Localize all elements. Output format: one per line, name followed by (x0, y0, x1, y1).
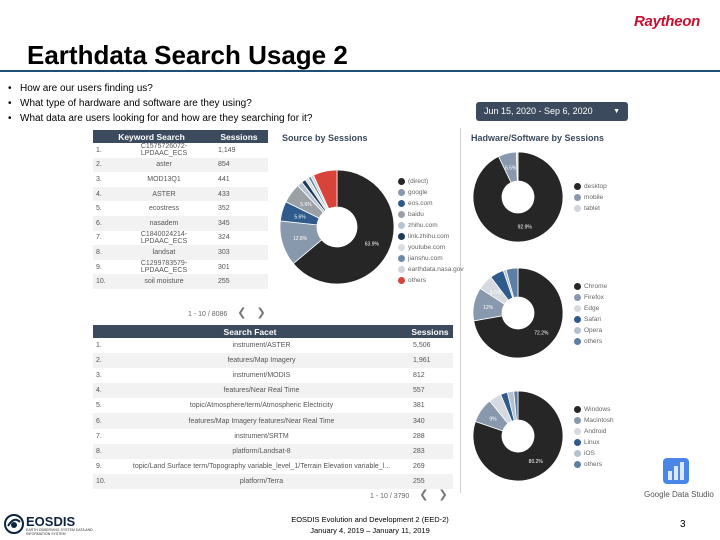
legend-item (574, 203, 607, 214)
legend-swatch (574, 327, 581, 334)
brand-logo: Raytheon (634, 13, 700, 30)
legend-swatch (574, 183, 581, 190)
legend-label: Android (584, 428, 607, 435)
legend-item (398, 253, 464, 264)
chevron-down-icon: ▼ (613, 108, 620, 115)
legend-item (574, 448, 614, 459)
source-chart-title: Source by Sessions (282, 133, 368, 143)
eosdis-subtitle: EARTH OBSERVING SYSTEM DATA AND INFORMATION SYSTEM (26, 528, 93, 536)
slice-value-label: 5.6% (300, 202, 312, 209)
legend-swatch (574, 316, 581, 323)
legend-swatch (574, 294, 581, 301)
legend-label: Firefox (584, 294, 604, 301)
footer (270, 514, 470, 536)
rank-cell: 6. (93, 413, 116, 428)
keyword-cell: ASTER (118, 187, 210, 202)
sessions-cell: 301 (210, 260, 268, 275)
legend-swatch (574, 205, 581, 212)
rank-cell: 3. (93, 172, 118, 187)
legend-item (398, 231, 464, 242)
google-data-studio-label: Google Data Studio (644, 490, 714, 499)
slice-value-label: 80.2% (528, 458, 543, 465)
legend-item (574, 192, 607, 203)
google-data-studio-icon (661, 456, 691, 486)
facet-cell: instrument/ASTER (232, 342, 291, 350)
slice-value-label: 12% (483, 304, 494, 311)
keyword-cell: nasadem (118, 216, 210, 231)
pager-label: 1 - 10 / 3790 (370, 493, 410, 500)
rank-cell: 3. (96, 372, 102, 380)
device-legend (574, 181, 607, 214)
legend-label: youtube.com (408, 244, 446, 251)
legend-label: jianshu.com (408, 255, 443, 262)
slice-value-label: 6.5% (504, 165, 517, 172)
keyword-cell: MOD13Q1 (118, 172, 210, 187)
sessions-header[interactable]: Sessions (210, 130, 268, 143)
sessions-cell: 255 (407, 474, 453, 489)
slice-value-label: 72.2% (534, 330, 549, 337)
legend-swatch (398, 211, 405, 218)
keyword-cell: C1575726072-LPDAAC_ECS (118, 143, 210, 158)
legend-label: Edge (584, 305, 600, 312)
legend-swatch (574, 450, 581, 457)
keyword-cell: landsat (118, 245, 210, 260)
legend-item (574, 426, 614, 437)
rank-cell: 8. (93, 245, 118, 260)
keyword-cell: aster (118, 158, 210, 173)
legend-item (574, 404, 614, 415)
legend-label: link.zhihu.com (408, 233, 450, 240)
legend-label: eos.com (408, 200, 433, 207)
legend-label: iOS (584, 450, 595, 457)
legend-label: others (584, 461, 603, 468)
bullet-item: • What data are users looking for and how are they searching for it? (8, 111, 312, 126)
legend-item (398, 198, 464, 209)
legend-item (398, 209, 464, 220)
next-page-icon[interactable]: ❯ (438, 489, 448, 501)
source-legend (398, 176, 464, 286)
bullet-item: • What type of hardware and software are they using? (8, 96, 312, 111)
facet-cell: platform/Landsat-8 (116, 444, 407, 459)
sessions-cell: 557 (407, 383, 453, 398)
legend-label: desktop (584, 183, 607, 190)
hardware-chart-title: Hadware/Software by Sessions (471, 133, 605, 143)
legend-item (574, 292, 607, 303)
rank-cell: 10. (93, 474, 116, 489)
os-legend (574, 404, 614, 470)
legend-label: tablet (584, 205, 600, 212)
sessions-cell: 255 (210, 274, 268, 289)
legend-label: zhihu.com (408, 222, 438, 229)
rank-cell: 7. (96, 432, 102, 440)
sessions-cell: 288 (413, 432, 425, 440)
keyword-cell: soil moisture (118, 274, 210, 289)
eosdis-logo-icon (4, 514, 24, 534)
facet-cell: features/Map Imagery features/Near Real Time (116, 413, 407, 428)
rank-cell: 6. (93, 216, 118, 231)
sessions-cell: 283 (407, 444, 453, 459)
legend-label: mobile (584, 194, 604, 201)
sessions-cell: 381 (413, 402, 425, 410)
sessions-cell: 433 (210, 187, 268, 202)
legend-label: others (584, 338, 603, 345)
legend-swatch (574, 439, 581, 446)
legend-label: Opera (584, 327, 603, 334)
legend-item (574, 281, 607, 292)
legend-item (398, 220, 464, 231)
sessions-cell: 303 (210, 245, 268, 260)
legend-label: baidu (408, 211, 424, 218)
sessions-cell: 5,506 (413, 342, 431, 350)
facet-cell: features/Near Real Time (116, 383, 407, 398)
legend-label: google (408, 189, 428, 196)
legend-swatch (398, 255, 405, 262)
browser-legend (574, 281, 607, 347)
keyword-cell: C1840024214-LPDAAC_ECS (118, 231, 210, 246)
legend-swatch (398, 277, 405, 284)
facet-cell: topic/Land Surface term/Topography variable_level_1/Terrain Elevation variable_l... (132, 462, 391, 470)
rank-cell: 5. (96, 402, 102, 410)
rank-cell: 10. (93, 274, 118, 289)
rank-cell: 9. (96, 462, 102, 470)
keyword-cell: C1299783579-LPDAAC_ECS (118, 260, 210, 275)
slice-value-label: 63.9% (364, 241, 379, 248)
legend-swatch (574, 406, 581, 413)
sessions-cell: 1,961 (407, 353, 453, 368)
legend-item (398, 176, 464, 187)
legend-label: Macintosh (584, 417, 614, 424)
sessions-cell: 812 (413, 372, 425, 380)
slice-value-label: 5.6% (294, 214, 306, 221)
rank-cell: 4. (93, 383, 116, 398)
facet-cell: instrument/SRTM (234, 432, 289, 440)
sessions-cell: 352 (210, 201, 268, 216)
page-number: 3 (680, 519, 686, 530)
facet-cell: instrument/MODIS (232, 372, 291, 380)
sessions-cell: 269 (413, 462, 425, 470)
legend-swatch (574, 461, 581, 468)
legend-swatch (574, 194, 581, 201)
legend-label: earthdata.nasa.gov (408, 266, 464, 273)
legend-item (574, 459, 614, 470)
legend-item (574, 325, 607, 336)
legend-label: Windows (584, 406, 611, 413)
footer-line-2: January 4, 2019 – January 11, 2019 (310, 526, 430, 535)
legend-swatch (574, 305, 581, 312)
facet-cell: platform/Terra (116, 474, 407, 489)
bullet-item: • How are our users finding us? (8, 81, 312, 96)
legend-swatch (398, 266, 405, 273)
date-range-label: Jun 15, 2020 - Sep 6, 2020 (484, 106, 593, 116)
rank-cell: 4. (93, 187, 118, 202)
legend-label: Safari (584, 316, 601, 323)
slice-value-label: 5.5% (489, 290, 502, 297)
sessions-cell: 854 (210, 158, 268, 173)
rank-cell: 8. (93, 444, 116, 459)
keyword-header[interactable]: Keyword Search (93, 130, 210, 143)
legend-swatch (574, 338, 581, 345)
slice-value-label: 92.9% (517, 224, 532, 231)
prev-page-icon[interactable]: ❮ (237, 307, 247, 319)
rank-cell: 1. (93, 143, 118, 158)
legend-label: others (408, 277, 427, 284)
rank-cell: 7. (93, 231, 118, 246)
sessions-cell: 324 (210, 231, 268, 246)
footer-line-1: EOSDIS Evolution and Development 2 (EED-2) (291, 515, 449, 524)
keyword-cell: ecostress (118, 201, 210, 216)
legend-swatch (398, 244, 405, 251)
facet-cell: topic/Atmosphere/term/Atmospheric Electricity (189, 402, 334, 410)
legend-swatch (398, 233, 405, 240)
slice-value-label: 9% (489, 416, 497, 423)
legend-swatch (574, 283, 581, 290)
legend-item (398, 187, 464, 198)
legend-swatch (398, 200, 405, 207)
legend-label: Linux (584, 439, 600, 446)
legend-swatch (398, 222, 405, 229)
legend-label: Chrome (584, 283, 608, 290)
legend-swatch (574, 417, 581, 424)
slice-value-label: 12.8% (293, 236, 308, 243)
slide-title: Earthdata Search Usage 2 (27, 40, 348, 70)
sessions-header[interactable]: Sessions (407, 325, 453, 338)
rank-cell: 9. (93, 260, 118, 275)
legend-item (398, 242, 464, 253)
legend-item (574, 303, 607, 314)
facet-cell: features/Map Imagery (116, 353, 407, 368)
sessions-cell: 340 (407, 413, 453, 428)
rank-cell: 1. (96, 342, 102, 350)
legend-label: (direct) (408, 178, 429, 185)
sessions-cell: 345 (210, 216, 268, 231)
eosdis-logo-text: EOSDIS (26, 514, 76, 529)
legend-item (398, 275, 464, 286)
legend-item (574, 415, 614, 426)
rank-cell: 2. (93, 158, 118, 173)
legend-item (574, 437, 614, 448)
prev-page-icon[interactable]: ❮ (419, 489, 429, 501)
legend-swatch (398, 178, 405, 185)
sessions-cell: 1,149 (210, 143, 268, 158)
legend-item (574, 314, 607, 325)
legend-swatch (398, 189, 405, 196)
facet-header[interactable]: Search Facet (93, 325, 407, 338)
legend-item (574, 181, 607, 192)
next-page-icon[interactable]: ❯ (256, 307, 266, 319)
sessions-cell: 441 (210, 172, 268, 187)
legend-item (574, 336, 607, 347)
rank-cell: 5. (93, 201, 118, 216)
rank-cell: 2. (93, 353, 116, 368)
legend-item (398, 264, 464, 275)
pager-label: 1 - 10 / 8086 (188, 311, 228, 318)
legend-swatch (574, 428, 581, 435)
